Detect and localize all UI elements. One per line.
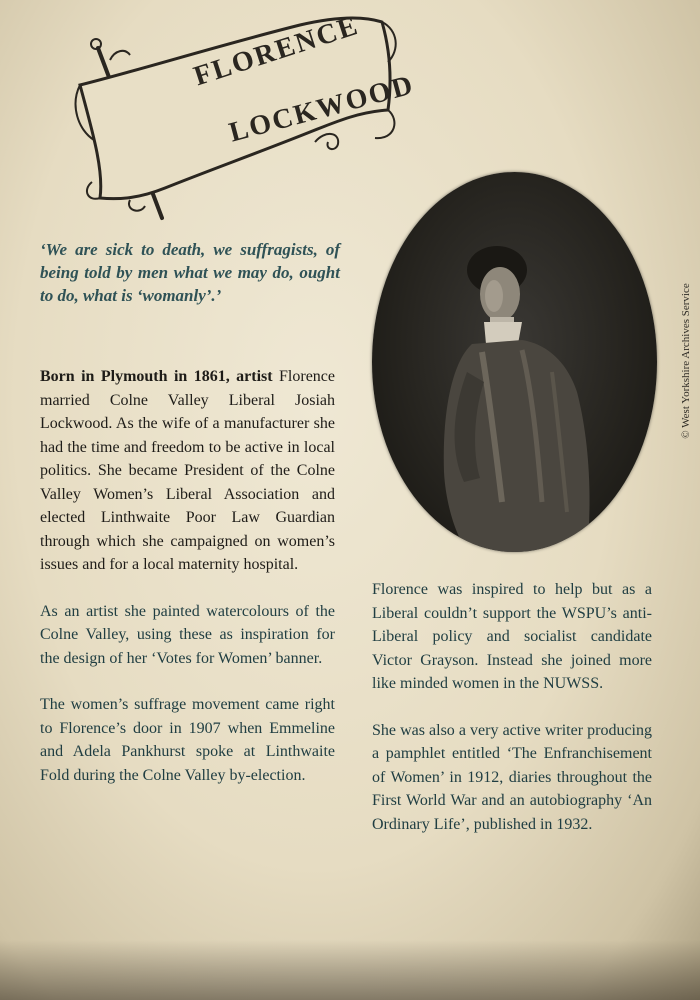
- paragraph-lead: Born in Plymouth in 1861, artist: [40, 368, 273, 385]
- paragraph-artist: As an artist she painted watercolours of the Colne Valley, using these as inspiration for the design of her ‘Votes for Women’ banner.: [40, 602, 335, 667]
- woman-portrait-figure: [372, 172, 657, 552]
- paragraph-birth: [40, 365, 335, 577]
- paragraph-body: Florence married Colne Valley Liberal Josiah Lockwood. As the wife of a manufacturer she had the time and freedom to be active in local politics. She became President of the Colne Valley Women’s Liberal Association and elected Linthwaite Poor Law Guardian through which she campaigned on women’s issues and for a local maternity hospital.: [40, 368, 336, 573]
- left-text-column: [40, 365, 335, 787]
- title-line-2: LOCKWOOD: [225, 69, 418, 149]
- right-text-column: [372, 578, 652, 836]
- paragraph-writer: She was also a very active writer producing a pamphlet entitled ‘The Enfranchisement of Women’ in 1912, diaries throughout the First World War and an autobiography ‘An Ordinary Life’, published in 1932.: [372, 721, 652, 833]
- title-line-1: FLORENCE: [190, 9, 363, 93]
- paragraph-nuwss: Florence was inspired to help but as a Liberal couldn’t support the WSPU’s anti-Liberal policy and socialist candidate Victor Grayson. Instead she joined more like minded women in the NUWSS.: [372, 581, 652, 692]
- photo-credit: © West Yorkshire Archives Service: [680, 283, 692, 439]
- portrait-photo: [372, 172, 657, 552]
- suffragist-quote: ‘We are sick to death, we suffragists, of being told by men what we may do, ought to do, what is ‘womanly’.’: [40, 240, 340, 305]
- paragraph-suffrage-movement: The women’s suffrage movement came right to Florence’s door in 1907 when Emmeline and Adela Pankhurst spoke at Linthwaite Fold during the Colne Valley by-election.: [40, 696, 335, 784]
- title-banner: [70, 9, 418, 225]
